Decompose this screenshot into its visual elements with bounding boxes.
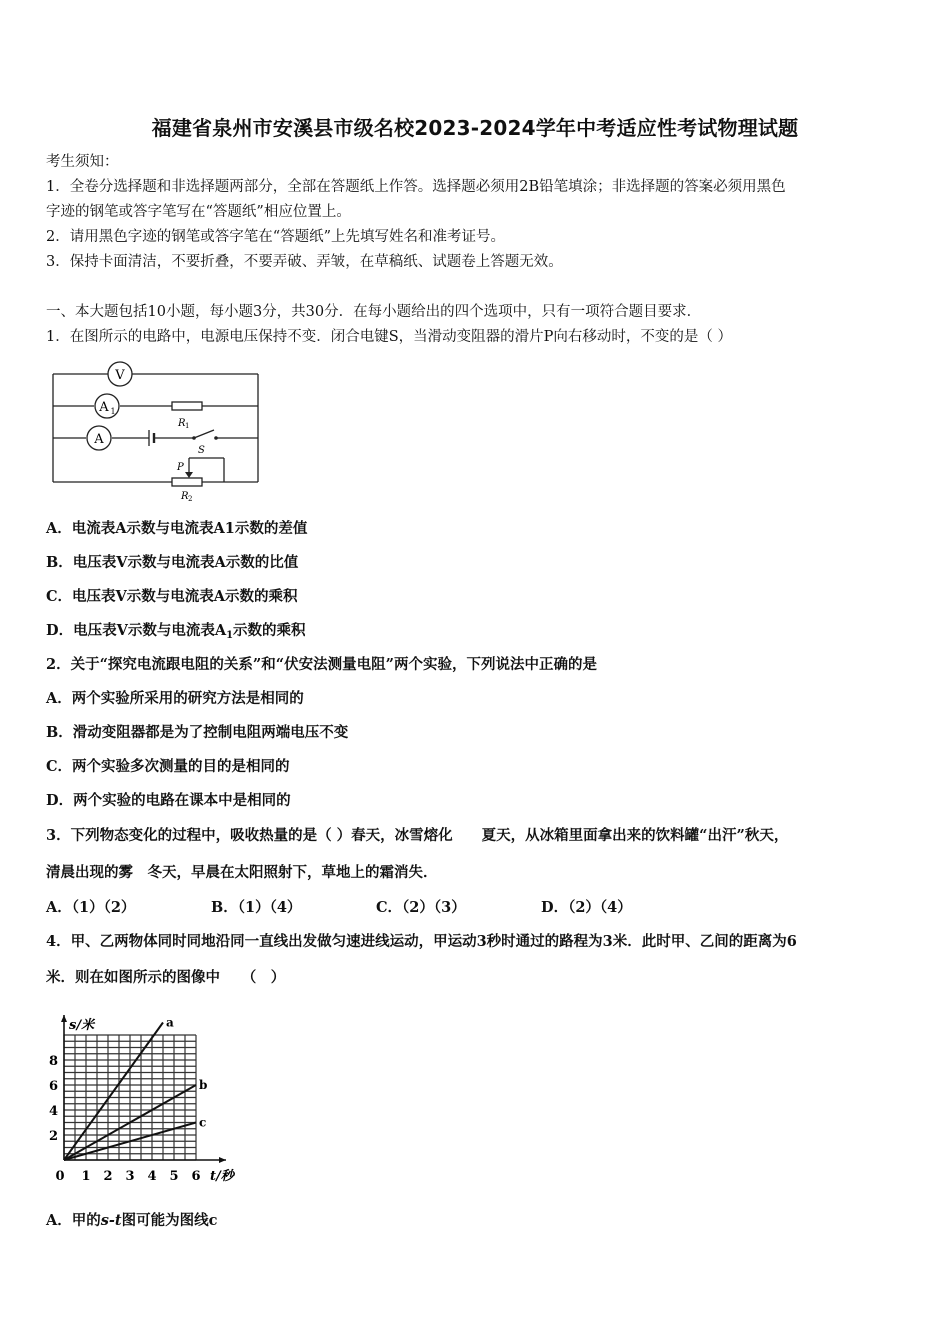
svg-text:P: P [177, 462, 184, 473]
svg-text:V: V [115, 368, 125, 383]
svg-text:A: A [94, 432, 104, 447]
slider-arrow-icon [176, 462, 193, 478]
notice-item: 1．全卷分选择题和非选择题两部分，全部在答题纸上作答。选择题必须用2B铅笔填涂；非选择题的答案必须用黑色 [46, 179, 786, 195]
ammeter-a1-icon [95, 394, 119, 418]
switch-icon [192, 436, 218, 456]
q1-option-a: A．电流表A示数与电流表A1示数的差值 [46, 520, 308, 537]
q2-option-d: D．两个实验的电路在课本中是相同的 [46, 792, 291, 809]
q4-stem-line1: 4．甲、乙两物体同时同地沿同一直线出发做匀速进线运动，甲运动3秒时通过的路程为3米．此时甲、乙间的距离为6 [46, 933, 797, 950]
q1-option-c: C．电压表V示数与电流表A示数的乘积 [46, 588, 298, 605]
notice-item: 2．请用黑色字迹的钢笔或答字笔在“答题纸”上先填写姓名和准考证号。 [46, 229, 506, 245]
svg-text:A: A [99, 400, 109, 415]
q3-option-a: A．（1）（2） [46, 899, 136, 916]
q2-option-c: C．两个实验多次测量的目的是相同的 [46, 758, 290, 775]
voltmeter-icon [108, 362, 132, 386]
y-tick-label: 6 [48, 1079, 58, 1094]
x-tick-label: 1 [81, 1169, 91, 1184]
q1-option-d: D．电压表V示数与电流表$A_1$示数的乘积 [46, 622, 306, 641]
svg-text:R: R [178, 418, 186, 429]
section-heading: 一、本大题包括10小题，每小题3分，共30分．在每小题给出的四个选项中，只有一项符合题目要求． [46, 304, 702, 320]
circuit-diagram [48, 360, 268, 505]
ammeter-icon [87, 426, 111, 450]
x-tick-label: 3 [125, 1169, 135, 1184]
resistor-r1-icon [172, 402, 202, 430]
notice-item: 3．保持卡面清洁，不要折叠，不要弄破、弄皱，在草稿纸、试题卷上答题无效。 [46, 254, 563, 270]
y-tick-label: 4 [48, 1104, 58, 1119]
q1-stem: 1．在图所示的电路中，电源电压保持不变．闭合电键S，当滑动变阻器的滑片P向右移动时，不变的是（ ） [46, 329, 733, 345]
svg-text:1: 1 [110, 407, 116, 416]
q3-option-d: D．（2）（4） [541, 899, 632, 916]
svg-text:S: S [198, 445, 205, 456]
notice-heading: 考生须知： [46, 154, 119, 170]
x-axis-arrow-icon [219, 1157, 226, 1163]
st-graph [44, 1008, 264, 1193]
svg-text:2: 2 [188, 495, 193, 503]
q2-stem: 2．关于“探究电流跟电阻的关系”和“伏安法测量电阻”两个实验，下列说法中正确的是 [46, 656, 597, 673]
y-tick-label: 2 [48, 1129, 58, 1144]
q4-option-a: A．甲的s-t图可能为图线c [46, 1212, 218, 1229]
x-tick-label: 0 [55, 1169, 65, 1184]
x-tick-label: 4 [147, 1169, 157, 1184]
y-axis-arrow-icon [61, 1015, 67, 1022]
y-tick-label: 8 [48, 1054, 58, 1069]
q3-stem-line2: 清晨出现的雾 冬天，早晨在太阳照射下，草地上的霜消失． [46, 864, 438, 881]
x-tick-label: 6 [191, 1169, 201, 1184]
series-label-b: b [199, 1078, 208, 1092]
series-label-c: c [199, 1115, 207, 1130]
q1-option-b: B．电压表V示数与电流表A示数的比值 [46, 554, 299, 571]
page-title: 福建省泉州市安溪县市级名校2023-2024学年中考适应性考试物理试题 [151, 116, 799, 140]
y-axis-label: s/米 [69, 1018, 95, 1033]
x-tick-label: 5 [169, 1169, 179, 1184]
q4-stem-line2: 米．则在如图所示的图像中 （ ） [46, 969, 286, 986]
resistor-r2-icon [172, 478, 202, 503]
notice-item: 字迹的钢笔或答字笔写在“答题纸”相应位置上。 [46, 204, 351, 220]
svg-text:1: 1 [185, 422, 190, 430]
q3-option-b: B．（1）（4） [211, 899, 302, 916]
x-tick-label: 2 [103, 1169, 113, 1184]
series-label-a: a [166, 1015, 174, 1030]
q2-option-a: A．两个实验所采用的研究方法是相同的 [46, 690, 304, 707]
svg-text:R: R [181, 491, 189, 502]
q3-option-c: C．（2）（3） [376, 899, 466, 916]
x-axis-label: t/秒 [210, 1169, 234, 1184]
q3-stem-line1: 3．下列物态变化的过程中，吸收热量的是（ ）春天，冰雪熔化 夏天，从冰箱里面拿出来的饮料罐“出汗”秋天， [46, 827, 789, 844]
battery-icon [149, 430, 154, 446]
q2-option-b: B．滑动变阻器都是为了控制电阻两端电压不变 [46, 724, 349, 741]
